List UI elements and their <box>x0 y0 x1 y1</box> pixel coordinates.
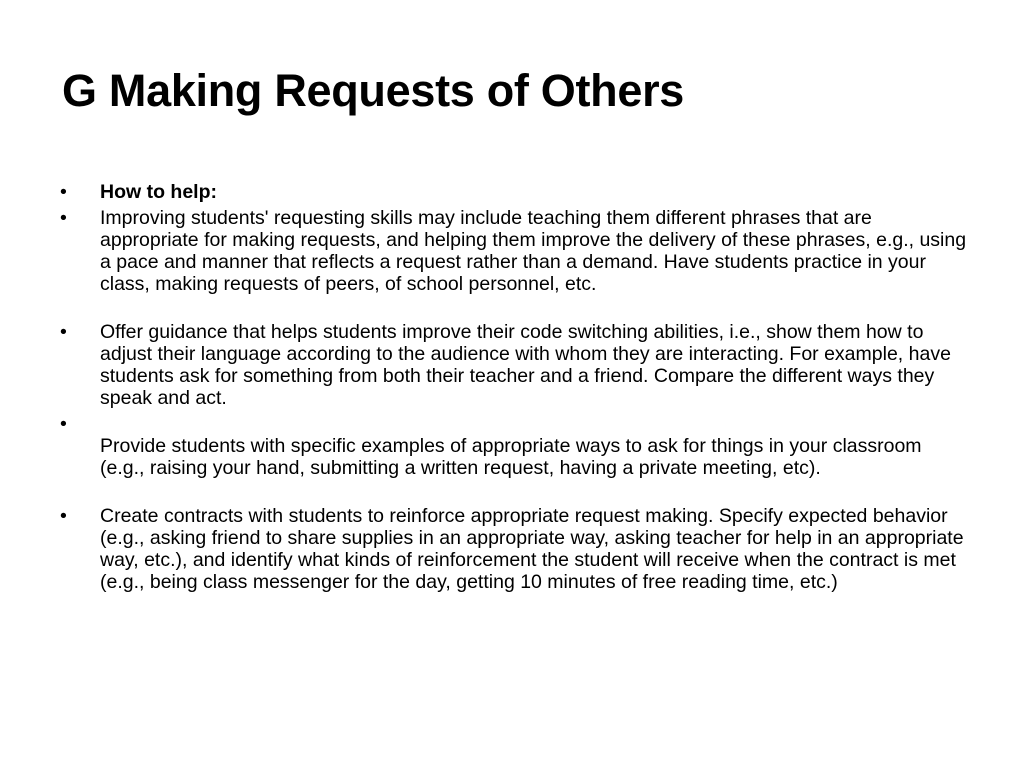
bullet-marker: • <box>60 413 67 435</box>
bullet-text: Improving students' requesting skills may include teaching them different phrases that are appropriate for making requests, and helping them improve the delivery of these phrases, e.g., using a pace and manner that reflects a request rather than a demand. Have students practice in your class, making requests of peers, of school personnel, etc. <box>100 207 967 295</box>
bullet-text: Offer guidance that helps students improve their code switching abilities, i.e., show them how to adjust their language according to the audience with whom they are interacting. For example, have students ask for something from both their teacher and a friend. Compare the different ways they speak and act. <box>100 321 951 409</box>
bullet-item-examples <box>60 435 970 479</box>
bullet-item-contracts <box>60 505 970 593</box>
bullet-marker: • <box>60 207 67 229</box>
bullet-item-code-switching <box>60 321 970 409</box>
bullet-marker: • <box>60 505 67 527</box>
bullet-list <box>60 181 970 597</box>
bullet-marker: • <box>60 181 67 203</box>
bullet-item-requesting-skills <box>60 207 970 295</box>
bullet-text: Create contracts with students to reinforce appropriate request making. Specify expected behavior (e.g., asking friend to share supplies in an appropriate way, asking teacher for help in an appropriate way, etc.), and identify what kinds of reinforcement the student will receive when the contract is met (e.g., being class messenger for the day, getting 10 minutes of free reading time, etc.) <box>100 505 964 593</box>
bullet-item-empty <box>60 413 970 435</box>
bullet-text: Provide students with specific examples of appropriate ways to ask for things in your classroom (e.g., raising your hand, submitting a written request, having a private meeting, etc). <box>100 435 922 479</box>
slide-title: G Making Requests of Others <box>62 65 685 116</box>
bullet-text: How to help: <box>100 181 217 203</box>
bullet-item-how-to-help <box>60 181 970 203</box>
bullet-marker: • <box>60 321 67 343</box>
